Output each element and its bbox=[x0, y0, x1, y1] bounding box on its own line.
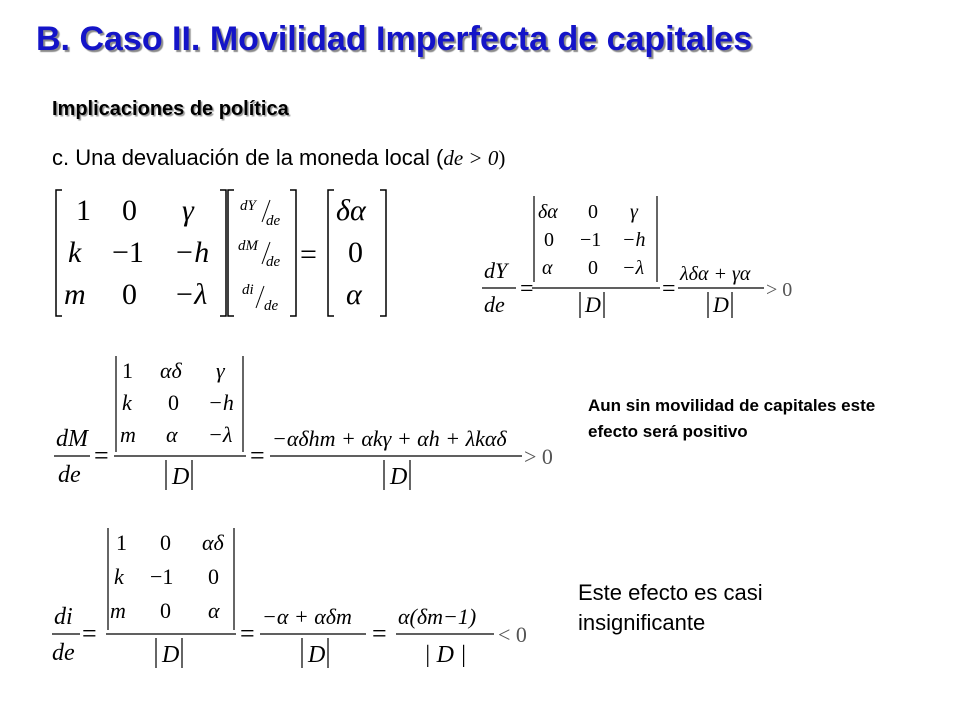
di-d11: −1 bbox=[150, 564, 174, 589]
eqM-eq1: = bbox=[94, 441, 109, 470]
eqM-res-den: D bbox=[390, 464, 408, 490]
eqi-res2-den: | D | bbox=[424, 642, 467, 668]
eqM-eq2: = bbox=[250, 441, 265, 470]
intro-close: ) bbox=[498, 146, 506, 170]
dY-num: dY bbox=[240, 198, 256, 214]
eqY-eq2: = bbox=[662, 276, 676, 302]
di-d00: 1 bbox=[116, 530, 127, 555]
dM-d20: m bbox=[120, 422, 136, 447]
slide-title: B. Caso II. Movilidad Imperfecta de capitales bbox=[36, 20, 753, 58]
matrix-left-bracket bbox=[56, 190, 62, 316]
di-d12: 0 bbox=[208, 564, 219, 589]
eqi-eq1: = bbox=[82, 619, 97, 648]
dY-d21: 0 bbox=[588, 257, 598, 279]
dM-d01: αδ bbox=[160, 358, 182, 383]
m11: −1 bbox=[112, 236, 144, 269]
di-d02: αδ bbox=[202, 530, 224, 555]
dY-d20: α bbox=[542, 257, 553, 279]
di-den: de bbox=[264, 298, 279, 314]
dM-d02: γ bbox=[216, 358, 225, 383]
eqi-lhs-den: de bbox=[52, 640, 75, 666]
di-d01: 0 bbox=[160, 530, 171, 555]
eqM-sign: > 0 bbox=[524, 444, 553, 469]
eqi-eq3: = bbox=[372, 619, 387, 648]
dY-d00: δα bbox=[538, 201, 558, 223]
rhs1: 0 bbox=[348, 236, 363, 269]
m12: −h bbox=[174, 236, 210, 269]
eqi-res-den: D bbox=[308, 642, 326, 668]
note-positive-effect: Aun sin movilidad de capitales este efecto será positivo bbox=[588, 396, 876, 441]
dY-d02: γ bbox=[630, 201, 638, 223]
m22: −λ bbox=[174, 278, 208, 311]
eqi-lhs-num: di bbox=[54, 604, 73, 630]
dM-d00: 1 bbox=[122, 358, 133, 383]
m21: 0 bbox=[122, 278, 137, 311]
di-d21: 0 bbox=[160, 598, 171, 623]
eqi-res2-num: α(δm−1) bbox=[398, 604, 477, 629]
rhs2: α bbox=[346, 278, 362, 311]
dY-d11: −1 bbox=[580, 229, 602, 251]
eqY-res-den: D bbox=[713, 292, 729, 317]
system-equals: = bbox=[300, 238, 317, 271]
note-insignificant-effect: Este efecto es casi insignificante bbox=[578, 580, 763, 635]
m01: 0 bbox=[122, 194, 137, 227]
eqi-den: D bbox=[162, 642, 180, 668]
eqY-eq1: = bbox=[520, 276, 534, 302]
slash bbox=[256, 286, 264, 308]
eqM-res-num: −αδhm + αkγ + αh + λkαδ bbox=[272, 426, 507, 451]
rhs-right-bracket bbox=[380, 190, 386, 316]
di-d10: k bbox=[114, 564, 124, 589]
dY-d12: −h bbox=[622, 229, 646, 251]
dY-d01: 0 bbox=[588, 201, 598, 223]
dM-d22: −λ bbox=[208, 422, 233, 447]
eqi-res-num: −α + αδm bbox=[262, 604, 352, 629]
section-subtitle: Implicaciones de política bbox=[52, 98, 289, 120]
vector-right-bracket bbox=[290, 190, 296, 316]
vector-left-bracket bbox=[228, 190, 234, 316]
rhs-left-bracket bbox=[328, 190, 334, 316]
eqY-den: D bbox=[585, 292, 601, 317]
m00: 1 bbox=[76, 194, 91, 227]
intro-math: de > 0 bbox=[443, 146, 499, 170]
dY-den: de bbox=[266, 213, 281, 229]
eqi-eq2: = bbox=[240, 619, 255, 648]
intro-text: c. Una devaluación de la moneda local ( bbox=[52, 145, 444, 170]
dM-d11: 0 bbox=[168, 390, 179, 415]
dY-d22: −λ bbox=[622, 257, 645, 279]
m10: k bbox=[68, 236, 82, 269]
m02: γ bbox=[182, 194, 194, 227]
eqY-res-num: λδα + γα bbox=[680, 263, 751, 285]
eqM-lhs-num: dM bbox=[56, 426, 88, 452]
dM-d21: α bbox=[166, 422, 178, 447]
rhs0: δα bbox=[336, 194, 366, 227]
di-num: di bbox=[242, 282, 254, 298]
dM-num: dM bbox=[238, 238, 258, 254]
di-d20: m bbox=[110, 598, 126, 623]
dM-d10: k bbox=[122, 390, 132, 415]
eqY-sign: > 0 bbox=[766, 279, 793, 301]
eqY-lhs-num: dY bbox=[484, 258, 508, 283]
eqY-lhs-den: de bbox=[484, 292, 505, 317]
eqi-sign: < 0 bbox=[498, 622, 527, 647]
eqM-den: D bbox=[172, 464, 190, 490]
dM-d12: −h bbox=[208, 390, 234, 415]
dM-den: de bbox=[266, 254, 281, 270]
m20: m bbox=[64, 278, 86, 311]
dY-d10: 0 bbox=[544, 229, 554, 251]
eqM-lhs-den: de bbox=[58, 462, 81, 488]
di-d22: α bbox=[208, 598, 220, 623]
matrix-right-bracket bbox=[220, 190, 226, 316]
